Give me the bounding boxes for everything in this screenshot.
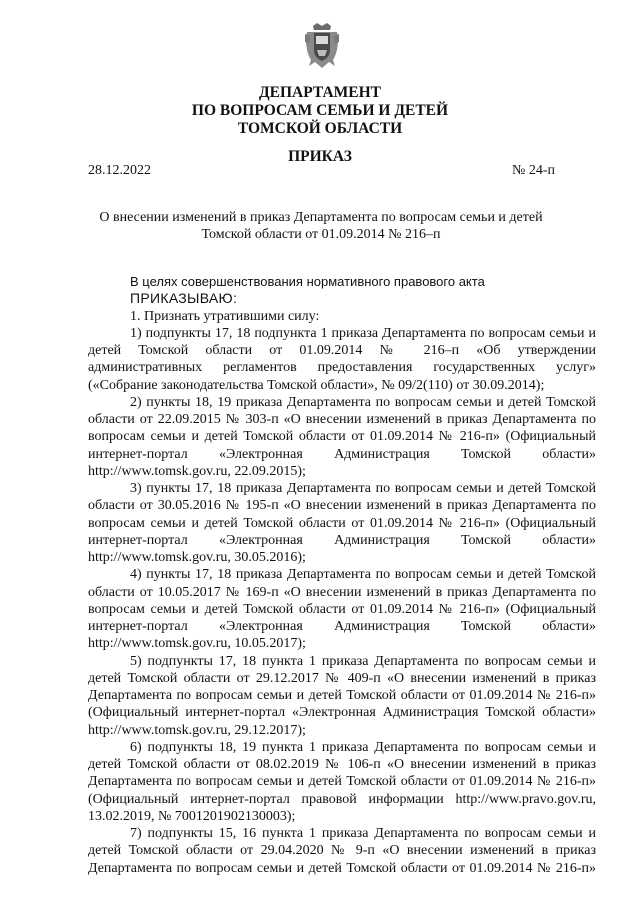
item-line: 13.02.2019, № 7001201902130003);	[88, 808, 296, 824]
header-line: ДЕПАРТАМЕНТ	[258, 84, 382, 101]
item-line: детей Томской области от 01.09.2014 № 216–п «Об утверждении	[88, 343, 596, 358]
item-line: 3) пункты 17, 18 приказа Департамента по вопросам семьи и детей Томской	[130, 481, 596, 496]
item-line: вопросам семьи и детей Томской области от 01.09.2014 № 216-п» (Официальный	[88, 601, 596, 617]
document-body	[88, 273, 596, 877]
item-line: (Официальный интернет-портал «Электронная Администрация Томской области»	[88, 705, 596, 721]
item-line: 6) подпункты 18, 19 пункта 1 приказа Департамента по вопросам семьи и	[130, 739, 596, 755]
item-line: http://www.tomsk.gov.ru, 30.05.2016);	[88, 550, 306, 565]
item-line: административных регламентов предоставления государственных услуг»	[88, 360, 596, 376]
coat-of-arms-icon	[303, 20, 341, 70]
list-item	[88, 566, 596, 652]
subject-line: Томской области от 01.09.2014 № 216–п	[201, 227, 441, 242]
list-item	[88, 739, 596, 825]
item-line: http://www.tomsk.gov.ru, 10.05.2017);	[88, 636, 306, 652]
subject-line: О внесении изменений в приказ Департамента по вопросам семьи и детей	[99, 210, 543, 225]
item-line: 7) подпункты 15, 16 пункта 1 приказа Департамента по вопросам семьи и	[130, 826, 596, 841]
item-line: интернет-портал «Электронная Администрация Томской области»	[88, 619, 596, 634]
item-line: детей Томской области от 08.02.2019 № 106-п «О внесении изменений в приказ	[88, 757, 596, 772]
document-date: 28.12.2022	[88, 163, 151, 178]
list-item	[88, 394, 596, 480]
document-type: ПРИКАЗ	[288, 148, 352, 165]
item-line: 1. Признать утратившими силу:	[130, 308, 320, 324]
item-line: интернет-портал «Электронная Администрация Томской области»	[88, 446, 596, 462]
item-line: области от 10.05.2017 № 169-п «О внесении изменений в приказ Департамента по	[88, 584, 596, 600]
document-subject	[88, 209, 554, 243]
item-line: («Собрание законодательства Томской области», № 09/2(110) от 30.09.2014);	[88, 377, 545, 393]
basis-text: В целях совершенствования нормативного правового акта	[130, 274, 485, 289]
list-item	[88, 480, 596, 566]
item-line: http://www.tomsk.gov.ru, 22.09.2015);	[88, 463, 306, 479]
item-line: Департамента по вопросам семьи и детей Томской области от 01.09.2014 № 216-п»	[88, 688, 596, 703]
item-line: 4) пункты 17, 18 приказа Департамента по вопросам семьи и детей Томской	[130, 567, 596, 583]
item-line: вопросам семьи и детей Томской области от 01.09.2014 № 216-п» (Официальный	[88, 515, 596, 531]
item-line: интернет-портал «Электронная Администрация Томской области»	[88, 532, 596, 548]
item-line: 5) подпункты 17, 18 пункта 1 приказа Департамента по вопросам семьи и	[130, 653, 596, 669]
item-line: детей Томской области от 29.12.2017 № 409-п «О внесении изменений в приказ	[88, 670, 596, 686]
items-list	[88, 308, 596, 877]
item-line: детей Томской области от 29.04.2020 № 9-п «О внесении изменений в приказ	[88, 843, 596, 859]
department-header	[0, 84, 640, 138]
item-line: 2) пункты 18, 19 приказа Департамента по вопросам семьи и детей Томской	[130, 394, 596, 410]
item-line: Департамента по вопросам семьи и детей Томской области от 01.09.2014 № 216-п»	[88, 860, 596, 876]
item-line: Департамента по вопросам семьи и детей Томской области от 01.09.2014 № 216-п»	[88, 774, 596, 790]
document-number: № 24-п	[511, 163, 555, 178]
item-line: области от 30.05.2016 № 195-п «О внесении изменений в приказ Департамента по	[88, 498, 596, 514]
item-line: (Официальный интернет-портал правовой информации http://www.pravo.gov.ru,	[88, 791, 596, 807]
header-line: ТОМСКОЙ ОБЛАСТИ	[237, 120, 403, 137]
header-line: ПО ВОПРОСАМ СЕМЬИ И ДЕТЕЙ	[191, 102, 449, 119]
order-word: ПРИКАЗЫВАЮ:	[130, 290, 238, 307]
item-line: вопросам семьи и детей Томской области от 01.09.2014 № 216-п» (Официальный	[88, 429, 596, 445]
list-item	[88, 825, 596, 877]
list-item	[88, 308, 596, 325]
item-line: области от 22.09.2015 № 303-п «О внесении изменений в приказ Департамента по	[88, 412, 596, 427]
list-item	[88, 653, 596, 739]
item-line: 1) подпункты 17, 18 подпункта 1 приказа Департамента по вопросам семьи и	[130, 325, 596, 341]
list-item	[88, 325, 596, 394]
item-line: http://www.tomsk.gov.ru, 29.12.2017);	[88, 722, 306, 738]
